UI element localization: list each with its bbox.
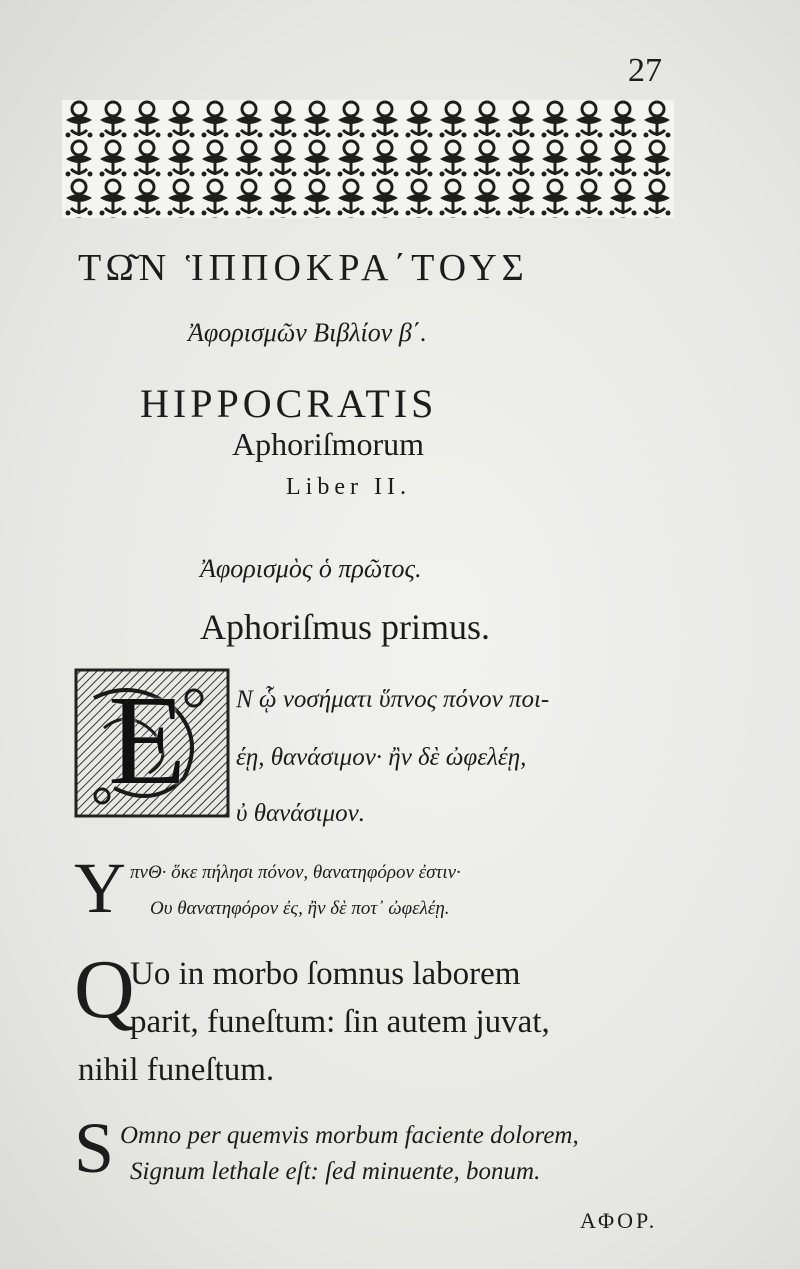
latin-heading: HIPPOCRATIS (140, 381, 438, 426)
latin-text-line-2: parit, funeſtum: ſin autem juvat, (130, 1004, 550, 1040)
greek-verse-line-1: πνΘ· ὅκε πήλησι πόνον, θανατηφόρον ἐστιν· (130, 862, 461, 883)
latin-text-line-3: nihil funeſtum. (78, 1052, 275, 1088)
book-label: Liber II. (286, 474, 411, 500)
greek-subheading: Ἀφορισμῶν Βιβλίον β΄. (188, 318, 427, 347)
catchword: ΑΦΟΡ. (580, 1208, 658, 1233)
verse-initial: Y (74, 848, 126, 928)
greek-aphorism-title: Ἀφορισμὸς ὁ πρῶτος. (200, 554, 422, 583)
decorated-initial (74, 668, 230, 818)
page-number: 27 (628, 52, 662, 89)
greek-text-line-1: Ν ᾧ νοσήματι ὕπνος πόνον ποι- (236, 686, 550, 713)
latin-aphorism-title: Aphoriſmus primus. (200, 607, 491, 647)
greek-heading: ΤΩ͂Ν ἹΠΠΟΚΡΑ΄ΤΟΥΣ (78, 247, 529, 289)
italic-initial: S (74, 1108, 115, 1188)
italic-text-line-1: Omno per quemvis morbum faciente dolorem, (120, 1122, 579, 1149)
ornament-headpiece (62, 100, 674, 218)
latin-subheading: Aphoriſmorum (232, 426, 424, 462)
greek-text-line-2: έῃ, θανάσιμον· ἢν δὲ ὠφελέῃ, (236, 744, 527, 771)
greek-text-line-3: ὐ θανάσιμον. (236, 800, 366, 827)
initial-letter: E (108, 669, 187, 811)
italic-text-line-2: Signum lethale eſt: ſed minuente, bonum. (130, 1158, 541, 1185)
greek-verse-line-2: Ου θανατηφόρον ἐς, ἢν δὲ ποτ᾽ ὠφελέῃ. (150, 898, 450, 919)
latin-text-line-1: Uo in morbo ſomnus laborem (130, 956, 521, 992)
latin-initial: Q (74, 943, 135, 1036)
